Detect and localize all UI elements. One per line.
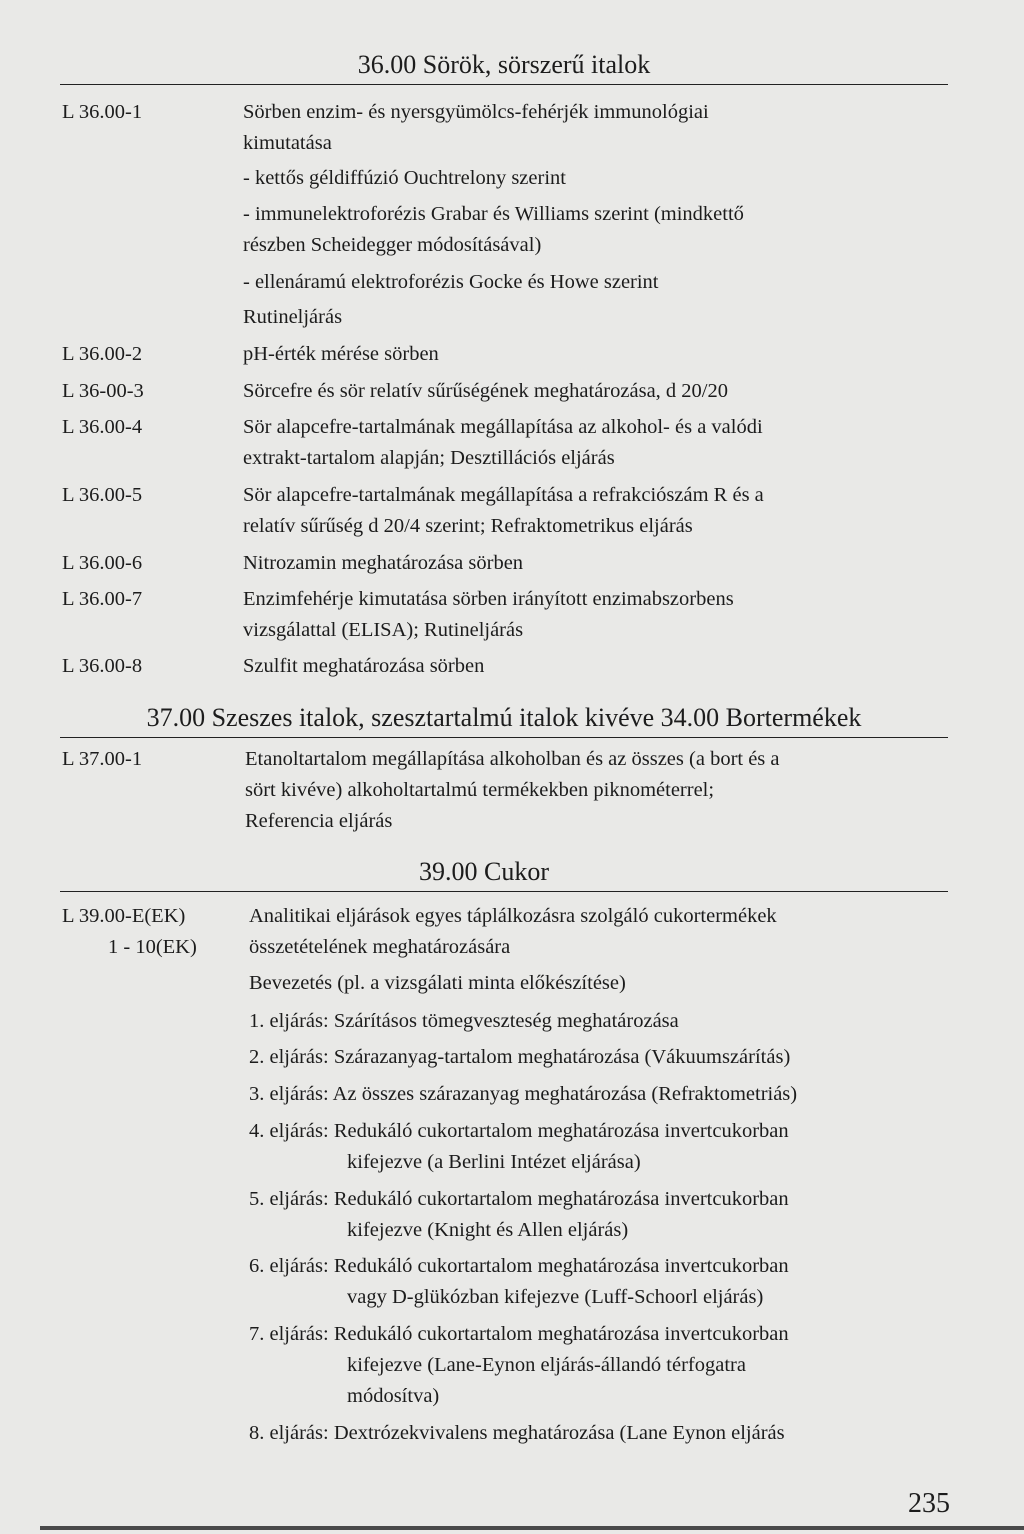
entry-text: pH-érték mérése sörben — [243, 343, 439, 365]
procedure-item-cont: vagy D-glükózban kifejezve (Luff-Schoorl eljárás) — [347, 1286, 764, 1308]
entry-text: Etanoltartalom megállapítása alkoholban és az összes (a bort és a — [245, 748, 780, 770]
entry-code: L 36.00-5 — [62, 484, 143, 506]
entry-text: - kettős géldiffúzió Ouchtrelony szerint — [243, 167, 566, 189]
entry-code: L 37.00-1 — [62, 748, 143, 770]
procedure-item-cont: kifejezve (Lane-Eynon eljárás-állandó térfogatra — [347, 1354, 746, 1376]
heading-rule — [60, 737, 948, 738]
procedure-item-cont: kifejezve (Knight és Allen eljárás) — [347, 1219, 629, 1241]
procedure-item-cont: kifejezve (a Berlini Intézet eljárása) — [347, 1151, 641, 1173]
procedure-item: 1. eljárás: Szárításos tömegveszteség meghatározása — [249, 1010, 679, 1032]
procedure-item-cont: módosítva) — [347, 1385, 440, 1407]
entry-text: Nitrozamin meghatározása sörben — [243, 552, 524, 574]
entry-text: Bevezetés (pl. a vizsgálati minta előkészítése) — [249, 972, 626, 994]
entry-code-range: 1 - 10(EK) — [108, 936, 197, 958]
section-heading-37: 37.00 Szeszes italok, szesztartalmú italok kivéve 34.00 Bortermékek — [146, 703, 862, 732]
procedure-item: 3. eljárás: Az összes szárazanyag meghatározása (Refraktometriás) — [249, 1083, 798, 1105]
entry-code: L 36.00-8 — [62, 655, 143, 677]
entry-text: - ellenáramú elektroforézis Gocke és Howe szerint — [243, 271, 659, 293]
entry-text: Sörcefre és sör relatív sűrűségének meghatározása, d 20/20 — [243, 380, 728, 402]
entry-text: Sör alapcefre-tartalmának megállapítása a refrakciószám R és a — [243, 484, 764, 506]
entry-text: - immunelektroforézis Grabar és Williams szerint (mindkettő — [243, 203, 744, 225]
entry-code: L 36.00-2 — [62, 343, 143, 365]
entry-text: kimutatása — [243, 132, 332, 154]
procedure-item: 2. eljárás: Szárazanyag-tartalom meghatározása (Vákuumszárítás) — [249, 1046, 791, 1068]
entry-code: L 36.00-1 — [62, 101, 143, 123]
entry-text: relatív sűrűség d 20/4 szerint; Refraktometrikus eljárás — [243, 515, 693, 537]
entry-code: L 36-00-3 — [62, 380, 144, 402]
entry-text: részben Scheidegger módosításával) — [243, 234, 542, 256]
entry-text: Rutineljárás — [243, 306, 343, 328]
entry-code: L 39.00-E(EK) — [62, 905, 186, 927]
entry-text: Enzimfehérje kimutatása sörben irányított enzimabszorbens — [243, 588, 734, 610]
page-bottom-edge — [40, 1526, 1024, 1530]
entry-code: L 36.00-4 — [62, 416, 143, 438]
entry-text: Sörben enzim- és nyersgyümölcs-fehérjék immunológiai — [243, 101, 709, 123]
entry-text: Analitikai eljárások egyes táplálkozásra szolgáló cukortermékek — [249, 905, 777, 927]
entry-text: Sör alapcefre-tartalmának megállapítása az alkohol- és a valódi — [243, 416, 763, 438]
entry-text: vizsgálattal (ELISA); Rutineljárás — [243, 619, 524, 641]
procedure-item: 5. eljárás: Redukáló cukortartalom meghatározása invertcukorban — [249, 1188, 789, 1210]
page-number: 235 — [908, 1488, 950, 1519]
heading-rule — [60, 891, 948, 892]
section-heading-39: 39.00 Cukor — [419, 857, 549, 886]
entry-text: extrakt-tartalom alapján; Desztillációs eljárás — [243, 447, 615, 469]
procedure-item: 7. eljárás: Redukáló cukortartalom meghatározása invertcukorban — [249, 1323, 789, 1345]
procedure-item: 6. eljárás: Redukáló cukortartalom meghatározása invertcukorban — [249, 1255, 789, 1277]
procedure-item: 4. eljárás: Redukáló cukortartalom meghatározása invertcukorban — [249, 1120, 789, 1142]
entry-text: Szulfit meghatározása sörben — [243, 655, 485, 677]
heading-rule — [60, 84, 948, 85]
entry-text: Referencia eljárás — [245, 810, 393, 832]
entry-code: L 36.00-7 — [62, 588, 143, 610]
procedure-item: 8. eljárás: Dextrózekvivalens meghatározása (Lane Eynon eljárás — [249, 1422, 785, 1444]
entry-text: sört kivéve) alkoholtartalmú termékekben piknométerrel; — [245, 779, 715, 801]
entry-text: összetételének meghatározására — [249, 936, 511, 958]
section-heading-36: 36.00 Sörök, sörszerű italok — [357, 50, 651, 79]
entry-code: L 36.00-6 — [62, 552, 143, 574]
